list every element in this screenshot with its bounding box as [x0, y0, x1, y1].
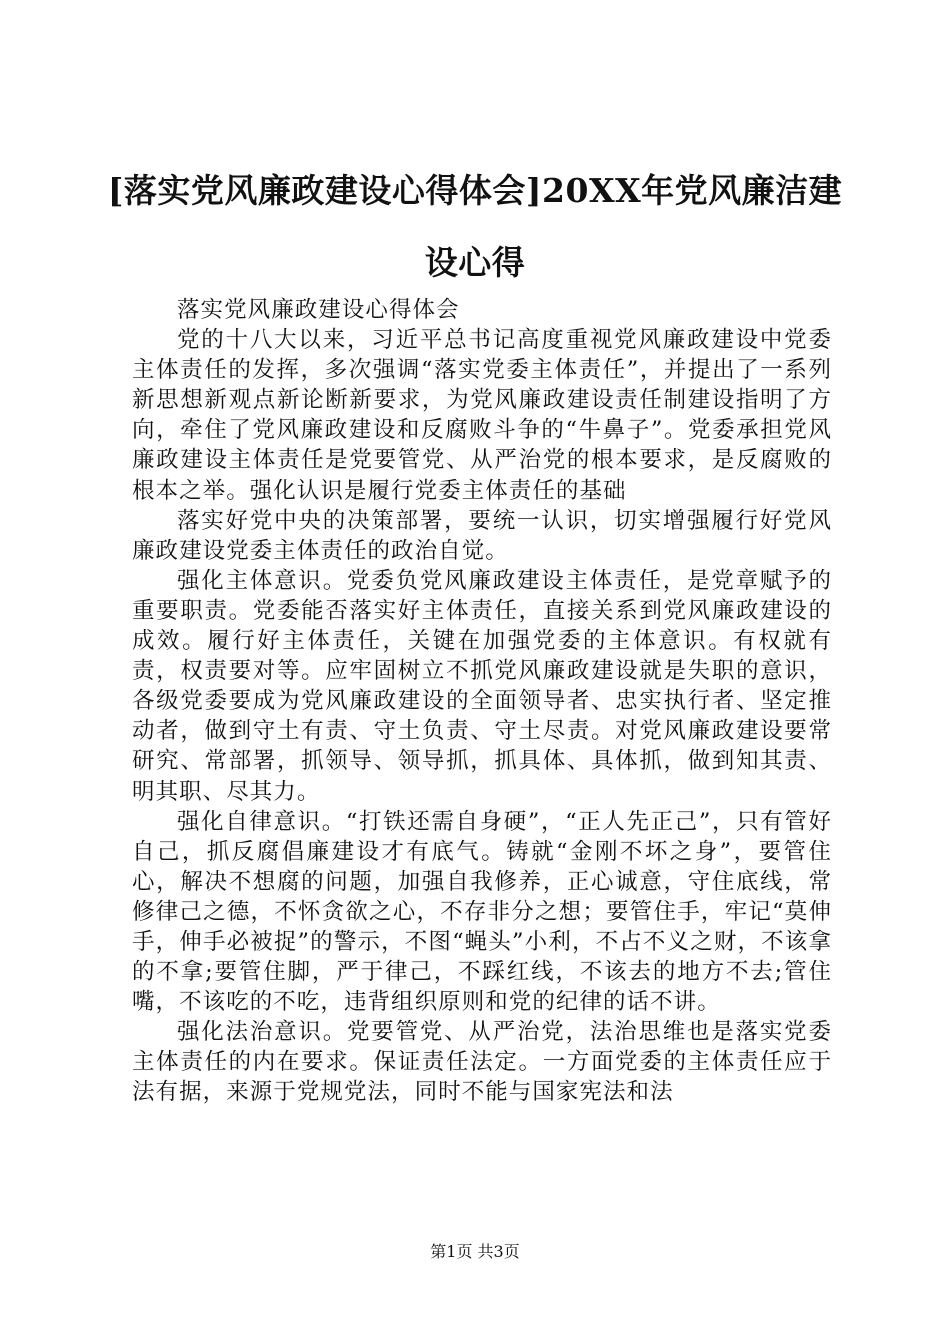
document-title: [落实党风廉政建设心得体会]20XX年党风廉洁建设心得 [107, 171, 843, 282]
paragraph: 党的十八大以来，习近平总书记高度重视党风廉政建设中党委主体责任的发挥，多次强调“落实党委主体责任”，并提出了一系列新思想新观点新论断新要求，为党风廉政建设责任制建设指明了方向，牵住了党风廉政建设和反腐败斗争的“牛鼻子”。党委承担党风廉政建设主体责任是党要管党、从严治党的根本要求，是反腐败的根本之举。强化认识是履行党委主体责任的基础 [132, 327, 832, 504]
paragraph: 强化自律意识。“打铁还需自身硬”，“正人先正己”，只有管好自己，抓反腐倡廉建设才有底气。铸就“金刚不坏之身”，要管住心，解决不想腐的问题，加强自我修养，正心诚意，守住底线，常修律己之德，不怀贪欲之心，不存非分之想；要管住手，牢记“莫伸手，伸手必被捉”的警示，不图“蝇头”小利，不占不义之财，不该拿的不拿;要管住脚，严于律己，不踩红线，不该去的地方不去;管住嘴，不该吃的不吃，违背组织原则和党的纪律的话不讲。 [132, 808, 832, 1016]
paragraph: 强化法治意识。党要管党、从严治党，法治思维也是落实党委主体责任的内在要求。保证责任法定。一方面党委的主体责任应于法有据，来源于党规党法，同时不能与国家宪法和法 [132, 1019, 832, 1106]
document-body [132, 295, 832, 1108]
paragraph-subtitle: 落实党风廉政建设心得体会 [177, 297, 460, 323]
paragraph: 落实好党中央的决策部署，要统一认识，切实增强履行好党风廉政建设党委主体责任的政治自觉。 [132, 507, 832, 564]
paragraph: 强化主体意识。党委负党风廉政建设主体责任，是党章赋予的重要职责。党委能否落实好主体责任，直接关系到党风廉政建设的成效。履行好主体责任，关键在加强党委的主体意识。有权就有责，权责要对等。应牢固树立不抓党风廉政建设就是失职的意识，各级党委要成为党风廉政建设的全面领导者、忠实执行者、坚定推动者，做到守土有责、守土负责、守土尽责。对党风廉政建设要常研究、常部署，抓领导、领导抓，抓具体、具体抓，做到知其责、明其职、尽其力。 [132, 567, 832, 805]
page-number-footer: 第1页 共3页 [430, 1242, 520, 1261]
